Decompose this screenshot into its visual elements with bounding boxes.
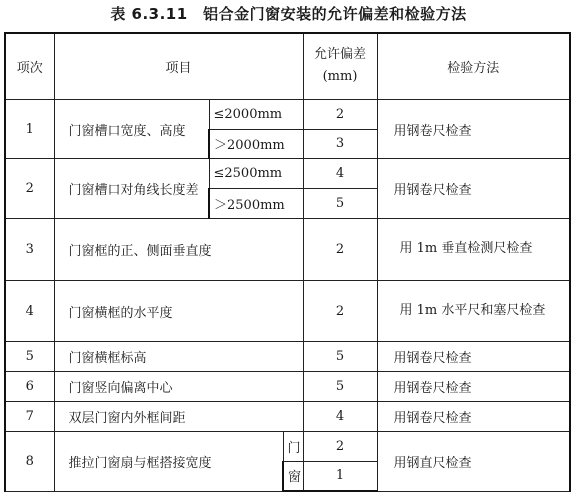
row-index: 2: [5, 159, 54, 219]
row-method: 用 1m 水平尺和塞尺检查: [377, 280, 570, 342]
table-row: [5, 159, 570, 189]
row-method: 用钢卷尺检查: [377, 342, 570, 372]
row-value: 5: [303, 189, 377, 219]
table-title: 表 6.3.11 铝合金门窗安装的允许偏差和检验方法: [110, 5, 467, 23]
row-value: 5: [303, 342, 377, 372]
row-index: 8: [5, 431, 54, 491]
header-method: 检验方法: [377, 33, 570, 99]
row-index: 6: [5, 372, 54, 402]
row-sub-label: 窗: [283, 461, 303, 491]
table-row: [5, 402, 570, 432]
row-item: 门窗横框的水平度: [54, 280, 303, 342]
row-value: 2: [303, 280, 377, 342]
row-value: 4: [303, 402, 377, 432]
row-value: 4: [303, 159, 377, 189]
table-row: [5, 431, 570, 461]
row-value: 3: [303, 129, 377, 159]
row-sub-label: ≤2000mm: [209, 99, 303, 129]
row-method: 用钢直尺检查: [377, 431, 570, 491]
tolerance-table: [4, 32, 571, 492]
row-index: 7: [5, 402, 54, 432]
header-tolerance: [303, 33, 377, 99]
row-item: 门窗槽口对角线长度差: [54, 159, 209, 219]
row-method: 用钢卷尺检查: [377, 159, 570, 219]
table-row: [5, 372, 570, 402]
row-index: 3: [5, 218, 54, 280]
row-item: 双层门窗内外框间距: [54, 402, 303, 432]
table-row: [5, 280, 570, 342]
table-row: [5, 218, 570, 280]
header-index: 项次: [5, 33, 54, 99]
row-sub-label: ＞2500mm: [209, 189, 303, 219]
row-value: 1: [303, 461, 377, 491]
header-tolerance-line1: 允许偏差: [313, 47, 366, 63]
row-item: 门窗框的正、侧面垂直度: [54, 218, 303, 280]
table-row: [5, 342, 570, 372]
header-tolerance-line2: (mm): [322, 69, 358, 85]
row-value: 2: [303, 218, 377, 280]
row-index: 1: [5, 99, 54, 159]
row-item: 门窗横框标高: [54, 342, 303, 372]
row-method: 用钢卷尺检查: [377, 99, 570, 159]
row-sub-label: ≤2500mm: [209, 159, 303, 189]
row-value: 2: [303, 99, 377, 129]
row-item: 门窗竖向偏离中心: [54, 372, 303, 402]
row-method: 用钢卷尺检查: [377, 372, 570, 402]
header-item: 项目: [54, 33, 303, 99]
row-item: 推拉门窗扇与框搭接宽度: [54, 431, 283, 491]
table-row: [5, 99, 570, 129]
row-sub-label: ＞2000mm: [209, 129, 303, 159]
row-index: 5: [5, 342, 54, 372]
row-method: 用钢卷尺检查: [377, 402, 570, 432]
row-item: 门窗槽口宽度、高度: [54, 99, 209, 159]
row-method: 用 1m 垂直检测尺检查: [377, 218, 570, 280]
row-value: 2: [303, 431, 377, 461]
row-sub-label: 门: [283, 431, 303, 461]
row-index: 4: [5, 280, 54, 342]
header-row: [5, 33, 570, 99]
row-value: 5: [303, 372, 377, 402]
